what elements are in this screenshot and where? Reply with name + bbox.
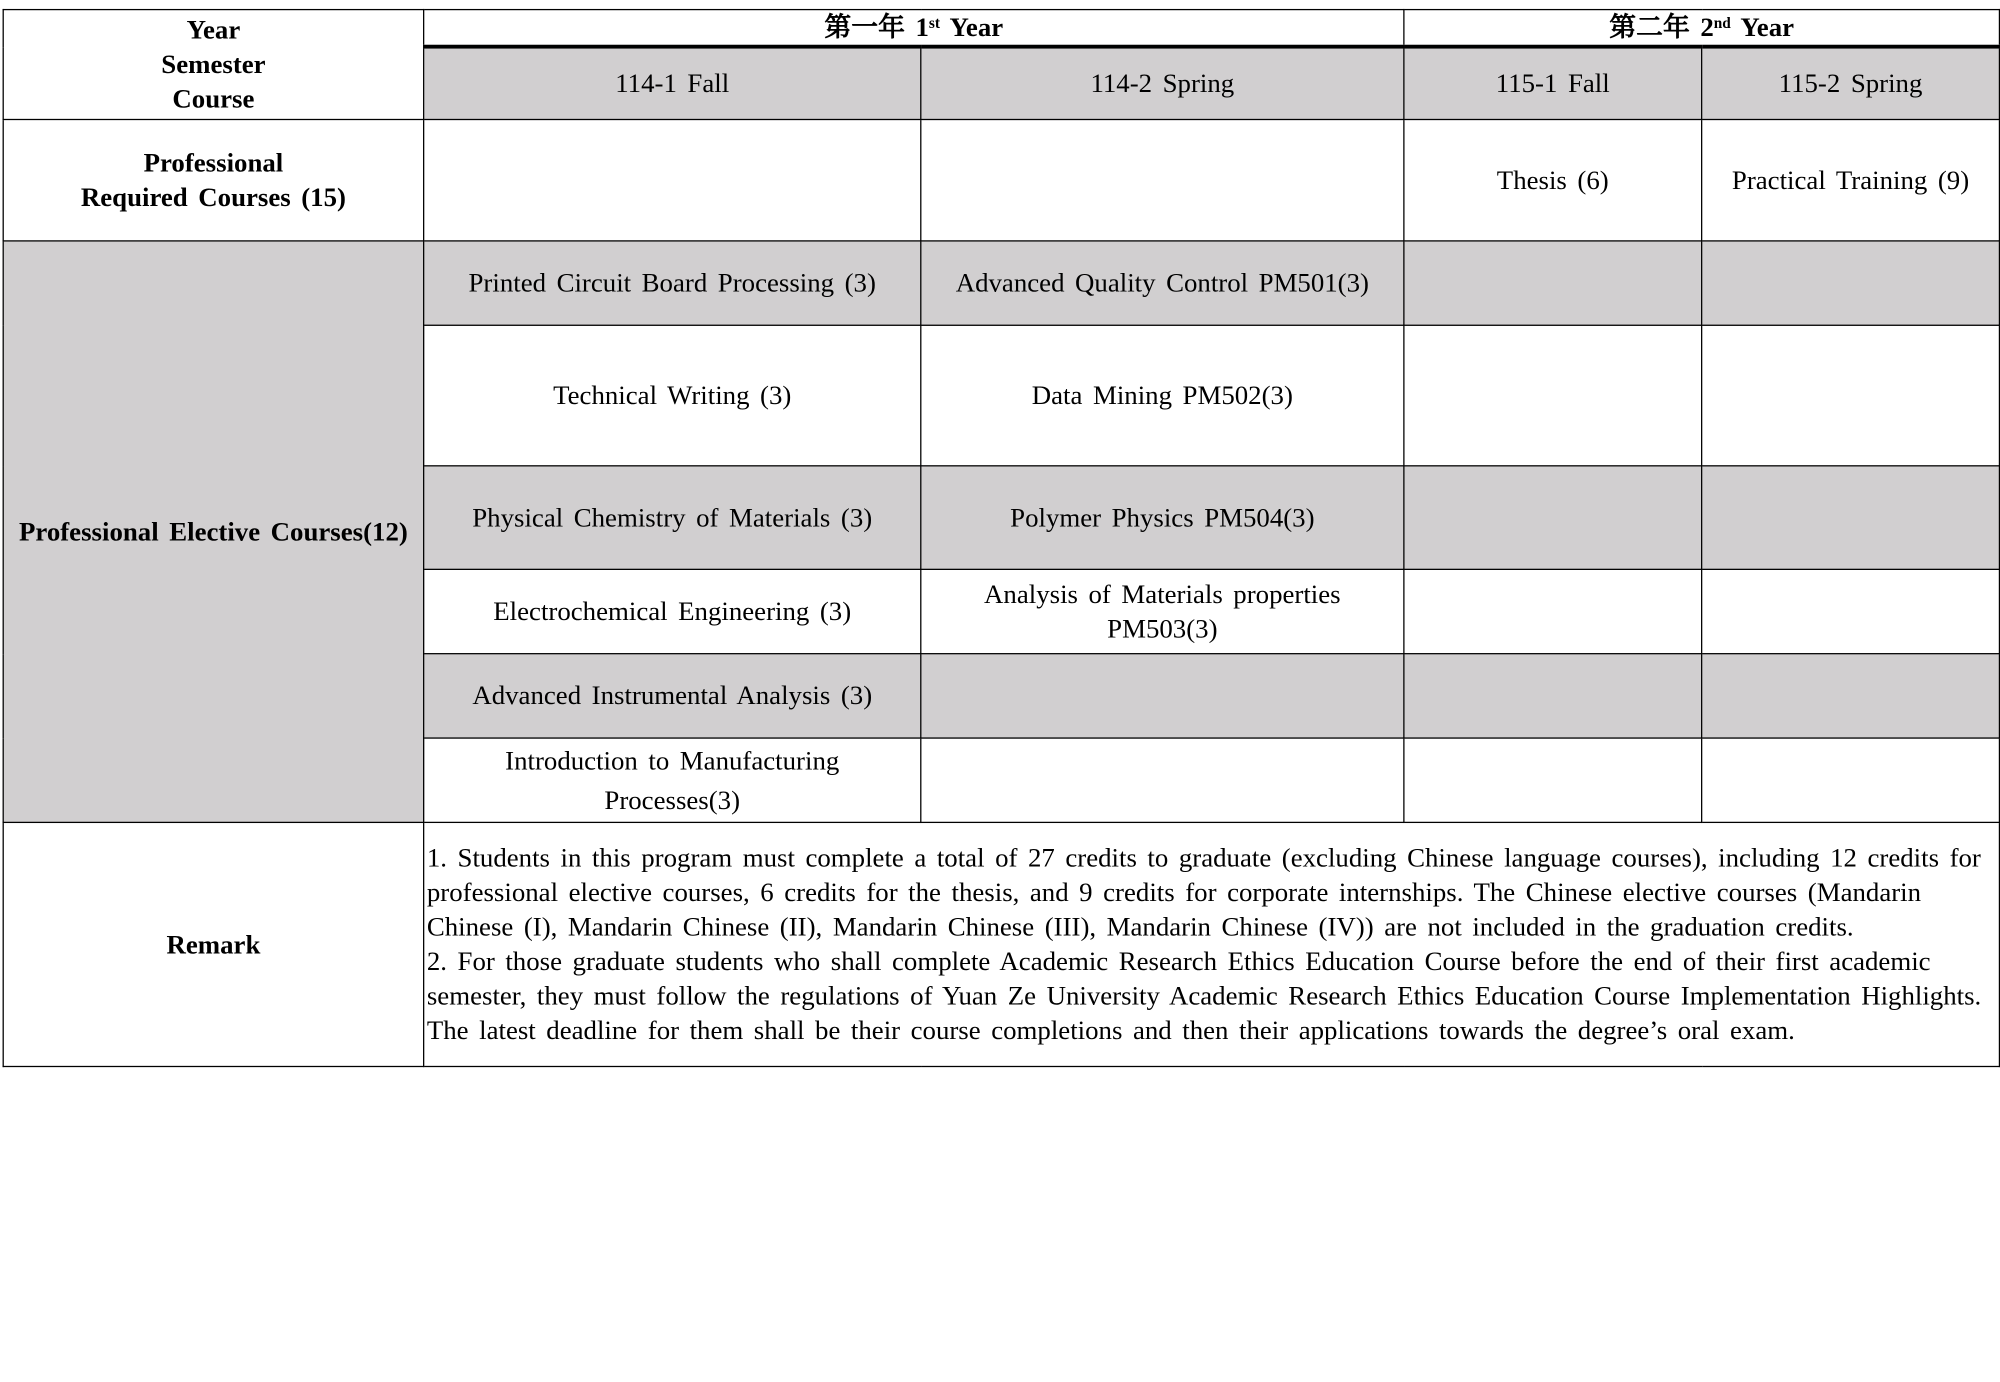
remark-item-1: 1. Students in this program must complete a total of 27 credits to graduate (excluding Chinese language courses), including 12 credits for professional elective courses, 6 credits for the thesis, and 9 credits for corporate internships. The Chinese elective courses (Mandarin Chinese (I), Mandarin Chinese (II), Mandarin Chinese (III), Mandarin Chinese (IV)) are not included in the graduation credits. <box>426 842 1981 942</box>
course-cell <box>1702 569 2000 653</box>
year-header-row <box>3 10 1999 47</box>
remark-row <box>3 822 1999 1066</box>
course-cell: Polymer Physics PM504(3) <box>921 466 1404 570</box>
semester-header-cell: 114-2 Spring <box>921 47 1404 120</box>
course-cell <box>921 654 1404 738</box>
curriculum-table <box>3 9 2000 1067</box>
course-cell <box>1404 241 1702 325</box>
course-cell <box>921 119 1404 240</box>
course-cell <box>1702 466 2000 570</box>
course-cell <box>1404 325 1702 466</box>
course-cell <box>1702 738 2000 822</box>
required-courses-label: Professional Required Courses (15) <box>3 119 423 240</box>
course-cell: Advanced Quality Control PM501(3) <box>921 241 1404 325</box>
course-cell: Introduction to Manufacturing Processes(3) <box>424 738 921 822</box>
course-cell: Practical Training (9) <box>1702 119 2000 240</box>
course-cell <box>1702 325 2000 466</box>
course-cell: Analysis of Materials properties PM503(3) <box>921 569 1404 653</box>
required-courses-row <box>3 119 1999 240</box>
course-cell: Electrochemical Engineering (3) <box>424 569 921 653</box>
course-cell <box>1404 569 1702 653</box>
elective-row <box>3 241 1999 325</box>
corner-course-label: Course <box>172 83 255 114</box>
corner-semester-label: Semester <box>161 48 266 80</box>
semester-header-cell: 114-1 Fall <box>424 47 921 120</box>
course-cell <box>1702 654 2000 738</box>
semester-header-cell: 115-2 Spring <box>1702 47 2000 120</box>
semester-header-cell: 115-1 Fall <box>1404 47 1702 120</box>
course-cell <box>424 119 921 240</box>
corner-year-label: Year <box>186 14 241 45</box>
elective-courses-label: Professional Elective Courses(12) <box>3 241 423 822</box>
course-cell <box>1404 738 1702 822</box>
course-cell <box>1404 466 1702 570</box>
year-2-header: 第二年 2nd Year <box>1404 10 2000 47</box>
course-cell: Printed Circuit Board Processing (3) <box>424 241 921 325</box>
course-cell: Data Mining PM502(3) <box>921 325 1404 466</box>
remark-content <box>424 822 2000 1066</box>
year-1-header: 第一年 1st Year <box>424 10 1404 47</box>
course-cell <box>1404 654 1702 738</box>
course-cell <box>1702 241 2000 325</box>
course-cell: Advanced Instrumental Analysis (3) <box>424 654 921 738</box>
remark-label: Remark <box>3 822 423 1066</box>
course-cell <box>921 738 1404 822</box>
course-cell: Technical Writing (3) <box>424 325 921 466</box>
corner-header-cell <box>3 10 423 120</box>
course-cell: Thesis (6) <box>1404 119 1702 240</box>
remark-item-2: 2. For those graduate students who shall complete Academic Research Ethics Education Course before the end of their first academic semester, they must follow the regulations of Yuan Ze University Academic Research Ethics Education Course Implementation Highlights. The latest deadline for them shall be their course completions and then their applications towards the degree’s oral exam. <box>426 945 1982 1046</box>
course-cell: Physical Chemistry of Materials (3) <box>424 466 921 570</box>
